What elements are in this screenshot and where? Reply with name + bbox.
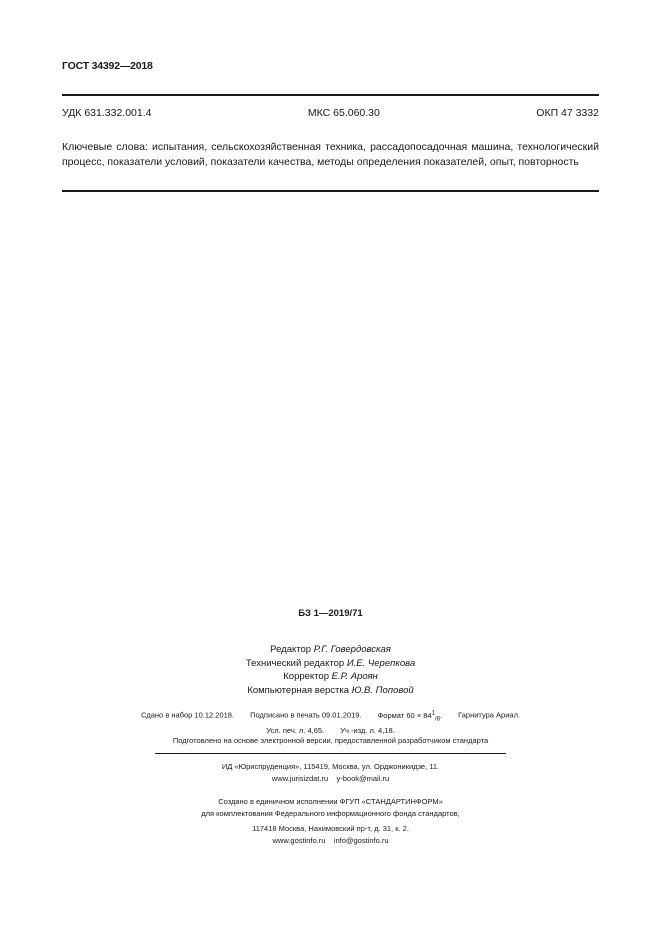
producer-site-link[interactable]: www.gostinfo.ru <box>272 836 326 845</box>
okp-code: ОКП 47 3332 <box>536 107 599 119</box>
producer-line3: 117418 Москва, Нахимовский пр-т, д. 31, к. 2. <box>252 824 409 833</box>
publisher-address: ИД «Юриспруденция», 115419, Москва, ул. Орджоникидзе, 11. <box>221 762 440 771</box>
credit-label: Корректор <box>283 671 329 682</box>
publisher-rule <box>155 753 506 754</box>
paper-format: Формат $60 \times 84^1_{/8}$. <box>377 710 443 722</box>
mks-code: МКС 65.060.30 <box>307 107 380 119</box>
submitted-date: Сдано в набор 10.12.2018. <box>140 710 235 720</box>
publisher-contacts <box>0 773 661 785</box>
producer-line2: для комплектования Федерального информационного фонда стандартов, <box>201 809 460 818</box>
bz-number: БЗ 1—2019/71 <box>298 608 363 619</box>
header-rule <box>62 94 599 96</box>
credit-name: Ю.В. Поповой <box>351 684 414 696</box>
producer-block <box>0 796 661 847</box>
signed-date: Подписано в печать 09.01.2019. <box>250 710 362 720</box>
credit-name: Е.Р. Ароян <box>331 671 378 682</box>
publisher-site-link[interactable]: www.jurisizdat.ru <box>271 774 329 783</box>
producer-email-link[interactable]: info@gostinfo.ru <box>333 836 389 845</box>
keywords-rule <box>62 190 599 192</box>
producer-contacts <box>0 835 661 847</box>
publisher-block <box>0 761 661 785</box>
credit-name: И.Е. Черепкова <box>346 657 416 669</box>
print-sheets: Усл. печ. л. 4,65. <box>266 726 325 735</box>
keywords-paragraph: Ключевые слова: испытания, сельскохозяйственная техника, рассадопосадочная машина, технологический процесс, показатели условий, показатели качества, методы определения показателей, опыт, повторность <box>62 141 599 168</box>
format-prefix: Формат 60 × 84 <box>377 710 432 720</box>
basis-note: Подготовлено на основе электронной версии, предоставленной разработчиком стандарта <box>172 736 489 745</box>
credit-tech-editor <box>0 657 661 671</box>
print-info-line1 <box>0 707 661 725</box>
print-info <box>0 707 661 737</box>
document-code: ГОСТ 34392—2018 <box>62 60 153 72</box>
format-sub: /8 <box>434 716 440 722</box>
credit-editor <box>0 643 661 657</box>
publishing-sheets: Уч.-изд. л. 4,18. <box>340 726 395 735</box>
producer-line1: Создано в единичном исполнении ФГУП «СТАНДАРТИНФОРМ» <box>218 797 443 806</box>
credit-label: Редактор <box>270 644 312 655</box>
classification-row <box>62 107 599 119</box>
credits-block <box>0 643 661 697</box>
credit-corrector <box>0 670 661 684</box>
publisher-email-link[interactable]: y-book@mail.ru <box>336 774 390 783</box>
credit-layout <box>0 684 661 698</box>
udk-code: УДК 631.332.001.4 <box>62 107 152 119</box>
typeface: Гарнитура Ариал. <box>458 710 521 720</box>
credit-label: Компьютерная верстка <box>247 684 350 696</box>
credit-name: Р.Г. Говердовская <box>313 644 391 655</box>
credit-label: Технический редактор <box>245 657 345 669</box>
format-sup: 1 <box>431 710 435 716</box>
